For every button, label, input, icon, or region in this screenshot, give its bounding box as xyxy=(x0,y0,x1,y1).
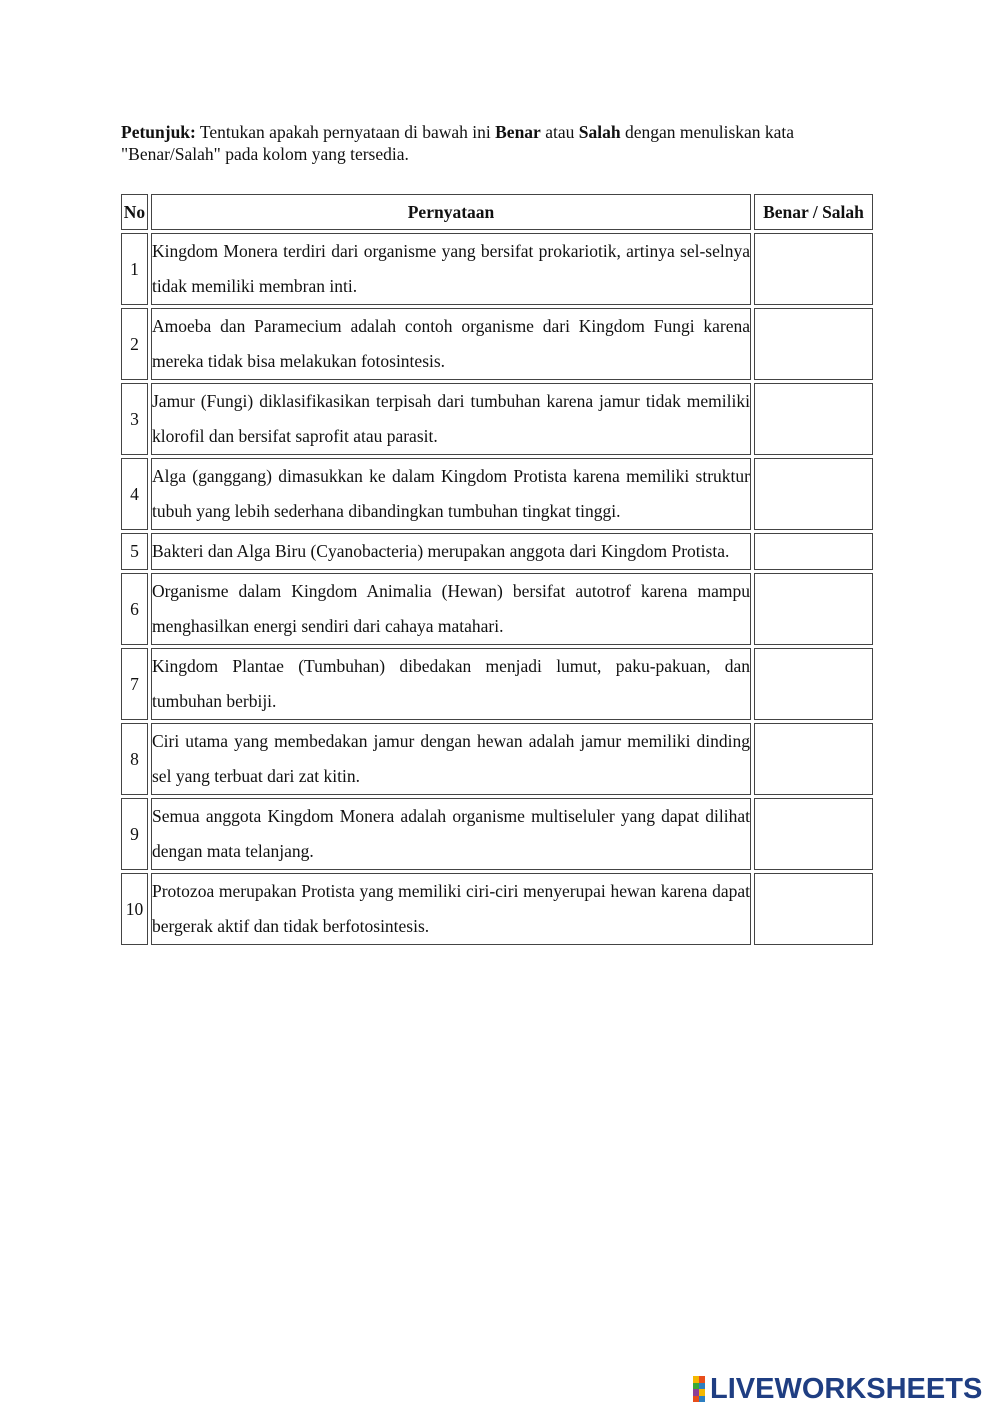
row-statement: Ciri utama yang membedakan jamur dengan hewan adalah jamur memiliki dinding sel yang terbuat dari zat kitin. xyxy=(151,723,751,795)
answer-field[interactable] xyxy=(754,723,873,795)
answer-field[interactable] xyxy=(754,458,873,530)
header-no: No xyxy=(121,194,148,230)
table-row xyxy=(121,308,873,380)
table-row xyxy=(121,383,873,455)
row-number: 10 xyxy=(121,873,148,945)
row-statement: Jamur (Fungi) diklasifikasikan terpisah dari tumbuhan karena jamur tidak memiliki klorofil dan bersifat saprofit atau parasit. xyxy=(151,383,751,455)
header-answer: Benar / Salah xyxy=(754,194,873,230)
table-row xyxy=(121,798,873,870)
instructions-label: Petunjuk: xyxy=(121,122,196,142)
table-row xyxy=(121,573,873,645)
row-number: 9 xyxy=(121,798,148,870)
table-row xyxy=(121,533,873,570)
answer-field[interactable] xyxy=(754,383,873,455)
instructions-text-3: dengan menuliskan kata "Benar/Salah" pada kolom yang tersedia. xyxy=(121,122,795,164)
instructions xyxy=(121,121,881,165)
row-number: 2 xyxy=(121,308,148,380)
row-statement: Alga (ganggang) dimasukkan ke dalam Kingdom Protista karena memiliki struktur tubuh yang lebih sederhana dibandingkan tumbuhan tingkat tinggi. xyxy=(151,458,751,530)
row-statement: Kingdom Monera terdiri dari organisme yang bersifat prokariotik, artinya sel-selnya tidak memiliki membran inti. xyxy=(151,233,751,305)
table-row xyxy=(121,873,873,945)
logo-text: LIVEWORKSHEETS xyxy=(710,1372,983,1405)
row-number: 3 xyxy=(121,383,148,455)
header-statement: Pernyataan xyxy=(151,194,751,230)
instructions-salah: Salah xyxy=(578,122,621,142)
instructions-text-1: Tentukan apakah pernyataan di bawah ini xyxy=(195,122,496,142)
row-number: 5 xyxy=(121,533,148,570)
table-row xyxy=(121,233,873,305)
table-header-row xyxy=(121,194,873,230)
row-statement: Protozoa merupakan Protista yang memiliki ciri-ciri menyerupai hewan karena dapat bergerak aktif dan tidak berfotosintesis. xyxy=(151,873,751,945)
answer-field[interactable] xyxy=(754,533,873,570)
answer-field[interactable] xyxy=(754,798,873,870)
liveworksheets-logo[interactable] xyxy=(693,1374,982,1404)
row-number: 4 xyxy=(121,458,148,530)
answer-field[interactable] xyxy=(754,233,873,305)
instructions-text-2: atau xyxy=(540,122,579,142)
table-row xyxy=(121,723,873,795)
statements-table xyxy=(118,191,876,948)
liveworksheets-logo-icon xyxy=(693,1376,705,1402)
answer-field[interactable] xyxy=(754,573,873,645)
table-row xyxy=(121,648,873,720)
row-statement: Amoeba dan Paramecium adalah contoh organisme dari Kingdom Fungi karena mereka tidak bisa melakukan fotosintesis. xyxy=(151,308,751,380)
answer-field[interactable] xyxy=(754,308,873,380)
row-number: 1 xyxy=(121,233,148,305)
table-row xyxy=(121,458,873,530)
instructions-benar: Benar xyxy=(495,122,541,142)
row-statement: Semua anggota Kingdom Monera adalah organisme multiseluler yang dapat dilihat dengan mata telanjang. xyxy=(151,798,751,870)
row-number: 7 xyxy=(121,648,148,720)
row-number: 8 xyxy=(121,723,148,795)
answer-field[interactable] xyxy=(754,873,873,945)
row-statement: Bakteri dan Alga Biru (Cyanobacteria) merupakan anggota dari Kingdom Protista. xyxy=(151,533,751,570)
logo-mark-cell xyxy=(699,1396,705,1403)
row-statement: Kingdom Plantae (Tumbuhan) dibedakan menjadi lumut, paku-pakuan, dan tumbuhan berbiji. xyxy=(151,648,751,720)
row-statement: Organisme dalam Kingdom Animalia (Hewan) bersifat autotrof karena mampu menghasilkan energi sendiri dari cahaya matahari. xyxy=(151,573,751,645)
answer-field[interactable] xyxy=(754,648,873,720)
row-number: 6 xyxy=(121,573,148,645)
